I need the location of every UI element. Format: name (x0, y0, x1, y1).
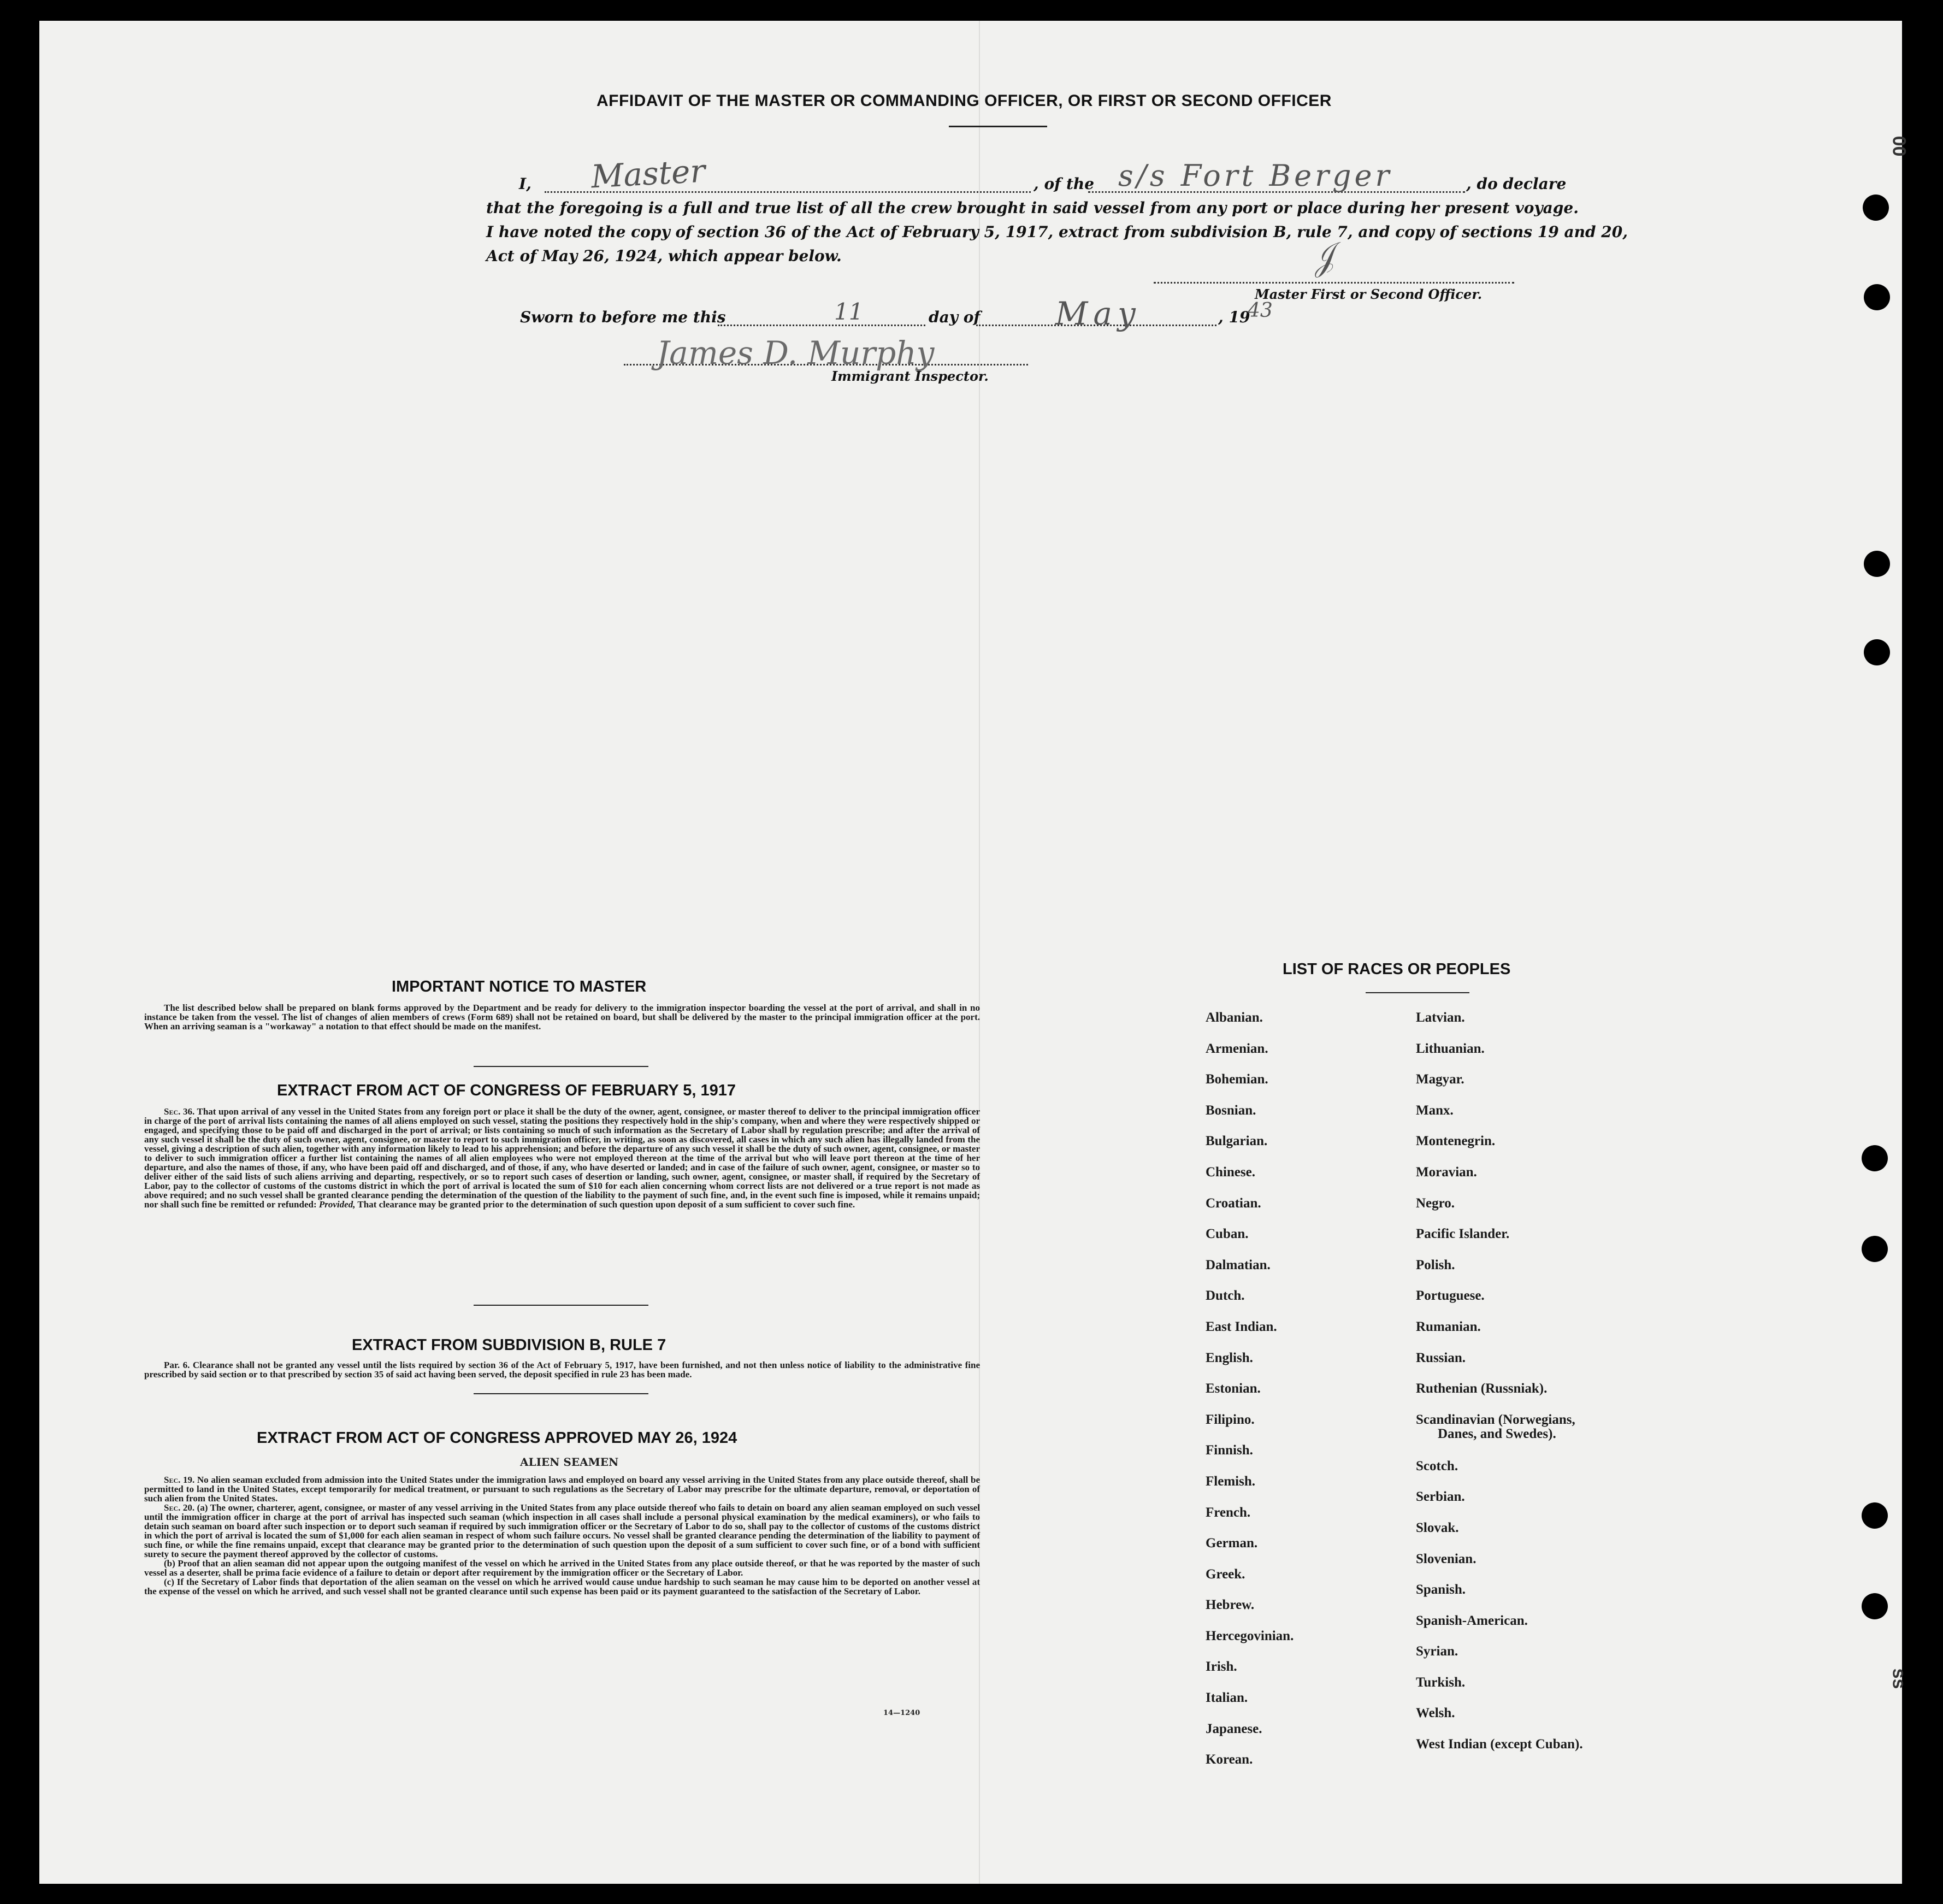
officer-signature-line (1154, 282, 1514, 284)
race-item: Rumanian. (1416, 1319, 1481, 1334)
race-item: Ruthenian (Russniak). (1416, 1381, 1548, 1396)
race-item: Irish. (1206, 1659, 1237, 1675)
year-prefix: , 19 (1218, 308, 1250, 326)
of-the-label: , of the (1033, 175, 1095, 193)
race-item: Greek. (1206, 1566, 1245, 1582)
race-item: Slovak. (1416, 1520, 1459, 1535)
year-handwriting: 43 (1248, 299, 1273, 322)
inspector-signature: James D. Murphy (657, 334, 935, 372)
race-item: Pacific Islander. (1416, 1227, 1510, 1242)
sworn-day-handwriting: 11 (834, 298, 864, 325)
rule7-title: EXTRACT FROM SUBDIVISION B, RULE 7 (352, 1336, 666, 1354)
race-item: Spanish-American. (1416, 1613, 1528, 1628)
races-left-column (1206, 1010, 1294, 1783)
race-item: East Indian. (1206, 1319, 1277, 1334)
affidavit-line2: that the foregoing is a full and true list of all the crew brought in said vessel from any port or place during her present voyage. (486, 199, 1579, 217)
races-right-column (1416, 1010, 1583, 1767)
race-item: Korean. (1206, 1752, 1253, 1767)
race-item: Scandinavian (Norwegians, (1416, 1412, 1575, 1427)
race-item: Italian. (1206, 1690, 1248, 1706)
race-item: Magyar. (1416, 1072, 1464, 1087)
race-item: Polish. (1416, 1257, 1455, 1272)
race-item: Russian. (1416, 1350, 1466, 1365)
rule7-text (144, 1360, 980, 1379)
vessel-name-handwriting: s/s Fort Berger (1118, 158, 1393, 193)
sworn-prefix: Sworn to before me this (520, 308, 726, 326)
race-item: Armenian. (1206, 1041, 1268, 1056)
race-item: Filipino. (1206, 1412, 1255, 1427)
race-item: Slovenian. (1416, 1551, 1477, 1566)
notice-title: IMPORTANT NOTICE TO MASTER (392, 978, 647, 995)
margin-stamp-bottom: ss (1888, 1668, 1910, 1689)
extract-1917-title: EXTRACT FROM ACT OF CONGRESS OF FEBRUARY 5, 1917 (277, 1082, 736, 1099)
race-item: Albanian. (1206, 1010, 1263, 1025)
divider-2 (474, 1305, 648, 1306)
alien-seamen-subtitle: ALIEN SEAMEN (520, 1455, 619, 1469)
punch-hole (1864, 284, 1890, 310)
race-item: West Indian (except Cuban). (1416, 1737, 1583, 1752)
race-item: Bulgarian. (1206, 1134, 1268, 1149)
divider-3 (474, 1393, 648, 1394)
race-item: French. (1206, 1505, 1251, 1520)
notice-text (144, 1003, 980, 1031)
sec-20c-paragraph: (c) If the Secretary of Labor finds that deportation of the alien seaman on the vessel on which he arrived would cause undue hardship to such seaman he may cause him to be deported on another vessel at the expense of the vessel on which he arrived, and such vessel shall not be granted clearance until such expense has been paid or its payment guaranteed to the satisfaction of the Secretary of Labor. (144, 1577, 980, 1596)
line1-prefix: I, (519, 175, 531, 193)
races-underline (1366, 992, 1469, 993)
divider-1 (474, 1066, 648, 1067)
sec-20a-paragraph (144, 1503, 980, 1559)
officer-signature: 𝒥 (1308, 237, 1338, 279)
sec-36-label: Sec. 36. (164, 1106, 195, 1117)
race-item: German. (1206, 1536, 1258, 1551)
race-item: Danes, and Swedes). (1438, 1426, 1556, 1441)
officer-caption: Master First or Second Officer. (1255, 286, 1483, 302)
race-item: Syrian. (1416, 1644, 1458, 1659)
affidavit-line3: I have noted the copy of section 36 of the Act of February 5, 1917, extract from subdivision B, rule 7, and copy of sections 19 and 20, (486, 223, 1628, 241)
punch-hole (1862, 1236, 1888, 1262)
sec-19-label: Sec. 19. (164, 1475, 195, 1485)
punch-hole (1862, 1593, 1888, 1619)
race-item: Latvian. (1416, 1010, 1465, 1025)
fold-line (979, 21, 980, 1884)
punch-hole (1864, 551, 1890, 577)
punch-hole (1862, 1145, 1888, 1171)
race-item: Scotch. (1416, 1458, 1458, 1473)
race-item: Estonian. (1206, 1381, 1261, 1396)
affidavit-title: AFFIDAVIT OF THE MASTER OR COMMANDING OFFICER, OR FIRST OR SECOND OFFICER (597, 92, 1332, 110)
provided-text: That clearance may be granted prior to the determination of such question upon deposit of a sum sufficient to cover such fine. (357, 1199, 855, 1210)
race-item: Flemish. (1206, 1473, 1255, 1489)
race-item: Serbian. (1416, 1489, 1465, 1505)
race-item: Japanese. (1206, 1721, 1262, 1736)
race-item: Chinese. (1206, 1164, 1255, 1180)
race-item: Bohemian. (1206, 1072, 1268, 1087)
punch-hole (1863, 194, 1889, 221)
sworn-month-handwriting: May (1055, 295, 1141, 332)
race-item: Hercegovinian. (1206, 1628, 1294, 1643)
race-item: Manx. (1416, 1103, 1454, 1118)
notice-paragraph: The list described below shall be prepared on blank forms approved by the Department and be ready for delivery to the immigration inspector boarding the vessel at the port of arrival, and shall in no instance be taken from the vessel. The list of changes of alien members of crews (Form 689) shall not be retained on board, but shall be delivered by the master to the principal immigration officer at the port. When an arriving seaman is a "workaway" a notation to that effect should be made on the manifest. (144, 1003, 980, 1031)
race-item: Dalmatian. (1206, 1257, 1271, 1272)
race-item: Montenegrin. (1416, 1134, 1496, 1149)
race-item: Cuban. (1206, 1227, 1249, 1242)
race-item: Portuguese. (1416, 1288, 1485, 1304)
extract-1924-title: EXTRACT FROM ACT OF CONGRESS APPROVED MAY 26, 1924 (257, 1429, 737, 1447)
sec-19-paragraph (144, 1475, 980, 1503)
race-item: Welsh. (1416, 1706, 1455, 1721)
race-item: Dutch. (1206, 1288, 1245, 1304)
race-item: Spanish. (1416, 1582, 1466, 1598)
race-item: Turkish. (1416, 1675, 1466, 1690)
race-item: English. (1206, 1350, 1253, 1365)
race-item: Hebrew. (1206, 1598, 1255, 1613)
form-number: 14—1240 (883, 1709, 920, 1717)
sec-20b-paragraph: (b) Proof that an alien seaman did not appear upon the outgoing manifest of the vessel on which he arrived in the United States from any place outside thereof, or that he was reported by the master of such vessel as a deserter, shall be prima facie evidence of a failure to detain or deport after requirement by the immigration officer or the Secretary of Labor. (144, 1558, 980, 1578)
sworn-day-field (718, 325, 925, 326)
affidavit-line4: Act of May 26, 1924, which appear below. (486, 247, 842, 265)
sec-20-label: Sec. 20. (164, 1502, 195, 1513)
extract-1917-text (144, 1107, 980, 1209)
title-underline (949, 126, 1047, 127)
rule7-paragraph: Par. 6. Clearance shall not be granted any vessel until the lists required by section 36 of the Act of February 5, 1917, have been furnished, and not then unless notice of liability to the administrative fine prescribed by said section or to that prescribed by section 35 of said act having been served, the deposit specified in rule 23 has been made. (144, 1360, 980, 1380)
sec-36-paragraph (144, 1107, 980, 1209)
master-name-handwriting: Master (590, 152, 706, 196)
provided-label: Provided, (318, 1199, 356, 1210)
sec-19-text: No alien seaman excluded from admission into the United States under the immigration laws and employed on board any vessel arriving in the United States from any place outside thereof, shall be permitted to land in the United States, except temporarily for medical treatment, or pursuant to such regulations as the Secretary of Labor may prescribe for the ultimate departure, removal, or deportation of such alien from the United States. (144, 1475, 980, 1504)
day-of-label: day of (929, 308, 981, 326)
inspector-caption: Immigrant Inspector. (831, 368, 989, 384)
race-item: Negro. (1416, 1195, 1455, 1211)
race-item: Croatian. (1206, 1195, 1261, 1211)
sec-36-text: That upon arrival of any vessel in the United States from any foreign port or place it shall be the duty of the owner, agent, consignee, or master thereof to deliver to the principal immigration officer in charge of the port of arrival lists containing the names of all aliens employed on such vessel, stating the positions they respectively hold in the ship's company, when and where they were respectively shipped or engaged, and specifying those to be paid off and discharged in the port of arrival; or lists containing so much of such information as the Secretary of Labor shall by regulation prescribe; and after the arrival of any such vessel it shall be the duty of such owner, agent, consignee, or master to report to such immigration officer, in writing, as soon as discovered, all cases in which any such alien has illegally landed from the vessel, giving a description of such alien, together with any information likely to lead to his apprehension; and before the departure of any such vessel it shall be the duty of such owner, agent, consignee, or master to deliver to such immigration officer a further list containing the names of all alien employees who were not employed thereon at the time of the arrival but who will leave port thereon at the time of her departure, and also the names of those, if any, who have been paid off and discharged, and of those, if any, who have deserted or landed; and in case of the failure of such owner, agent, consignee, or master so to deliver either of the said lists of such aliens arriving and departing, respectively, or so to report such cases of desertion or landing, such owner, agent, consignee, or master shall, if required by the Secretary of Labor, pay to the collector of customs of the customs district in which the port of arrival is located the sum of $10 for each alien concerning whom correct lists are not delivered or a true report is not made as above required; and no such vessel shall be granted clearance pending the determination of the question of the liability to the payment of such fine, and, in the event such fine is imposed, while it remains unpaid; nor shall such fine be remitted or refunded: (144, 1106, 981, 1210)
races-title: LIST OF RACES OR PEOPLES (1283, 960, 1511, 978)
do-declare-label: , do declare (1466, 175, 1567, 193)
punch-hole (1864, 639, 1890, 665)
punch-hole (1862, 1502, 1888, 1529)
race-item: Lithuanian. (1416, 1041, 1485, 1056)
race-item: Bosnian. (1206, 1103, 1256, 1118)
document-page (39, 21, 1910, 1884)
margin-stamp-top: 00 (1888, 135, 1910, 157)
sec-20a-text: (a) The owner, charterer, agent, consignee, or master of any vessel arriving in the United States from any place outside thereof who fails to detain on board any alien seaman employed on such vessel until the immigration officer in charge at the port of arrival has inspected such seaman (which inspection in all cases shall include a personal physical examination by the medical examiners), or who fails to detain such seaman on board after such inspection or to deport such seaman if required by such immigration officer or the Secretary of Labor to do so, shall pay to the collector of customs of the customs district in which the port of arrival is located the sum of $1,000 for each alien seaman in respect of whom such failure occurs. No vessel shall be granted clearance pending the determination of the liability to payment of such fine, or while the fine remains unpaid, except that clearance may be granted prior to the determination of such question upon the deposit of a sum sufficient to cover such fine, or of a bond with sufficient surety to secure the payment thereof approved by the collector of customs. (144, 1502, 981, 1559)
extract-1924-text (144, 1475, 980, 1596)
race-item: Moravian. (1416, 1164, 1477, 1180)
race-item: Finnish. (1206, 1443, 1253, 1458)
